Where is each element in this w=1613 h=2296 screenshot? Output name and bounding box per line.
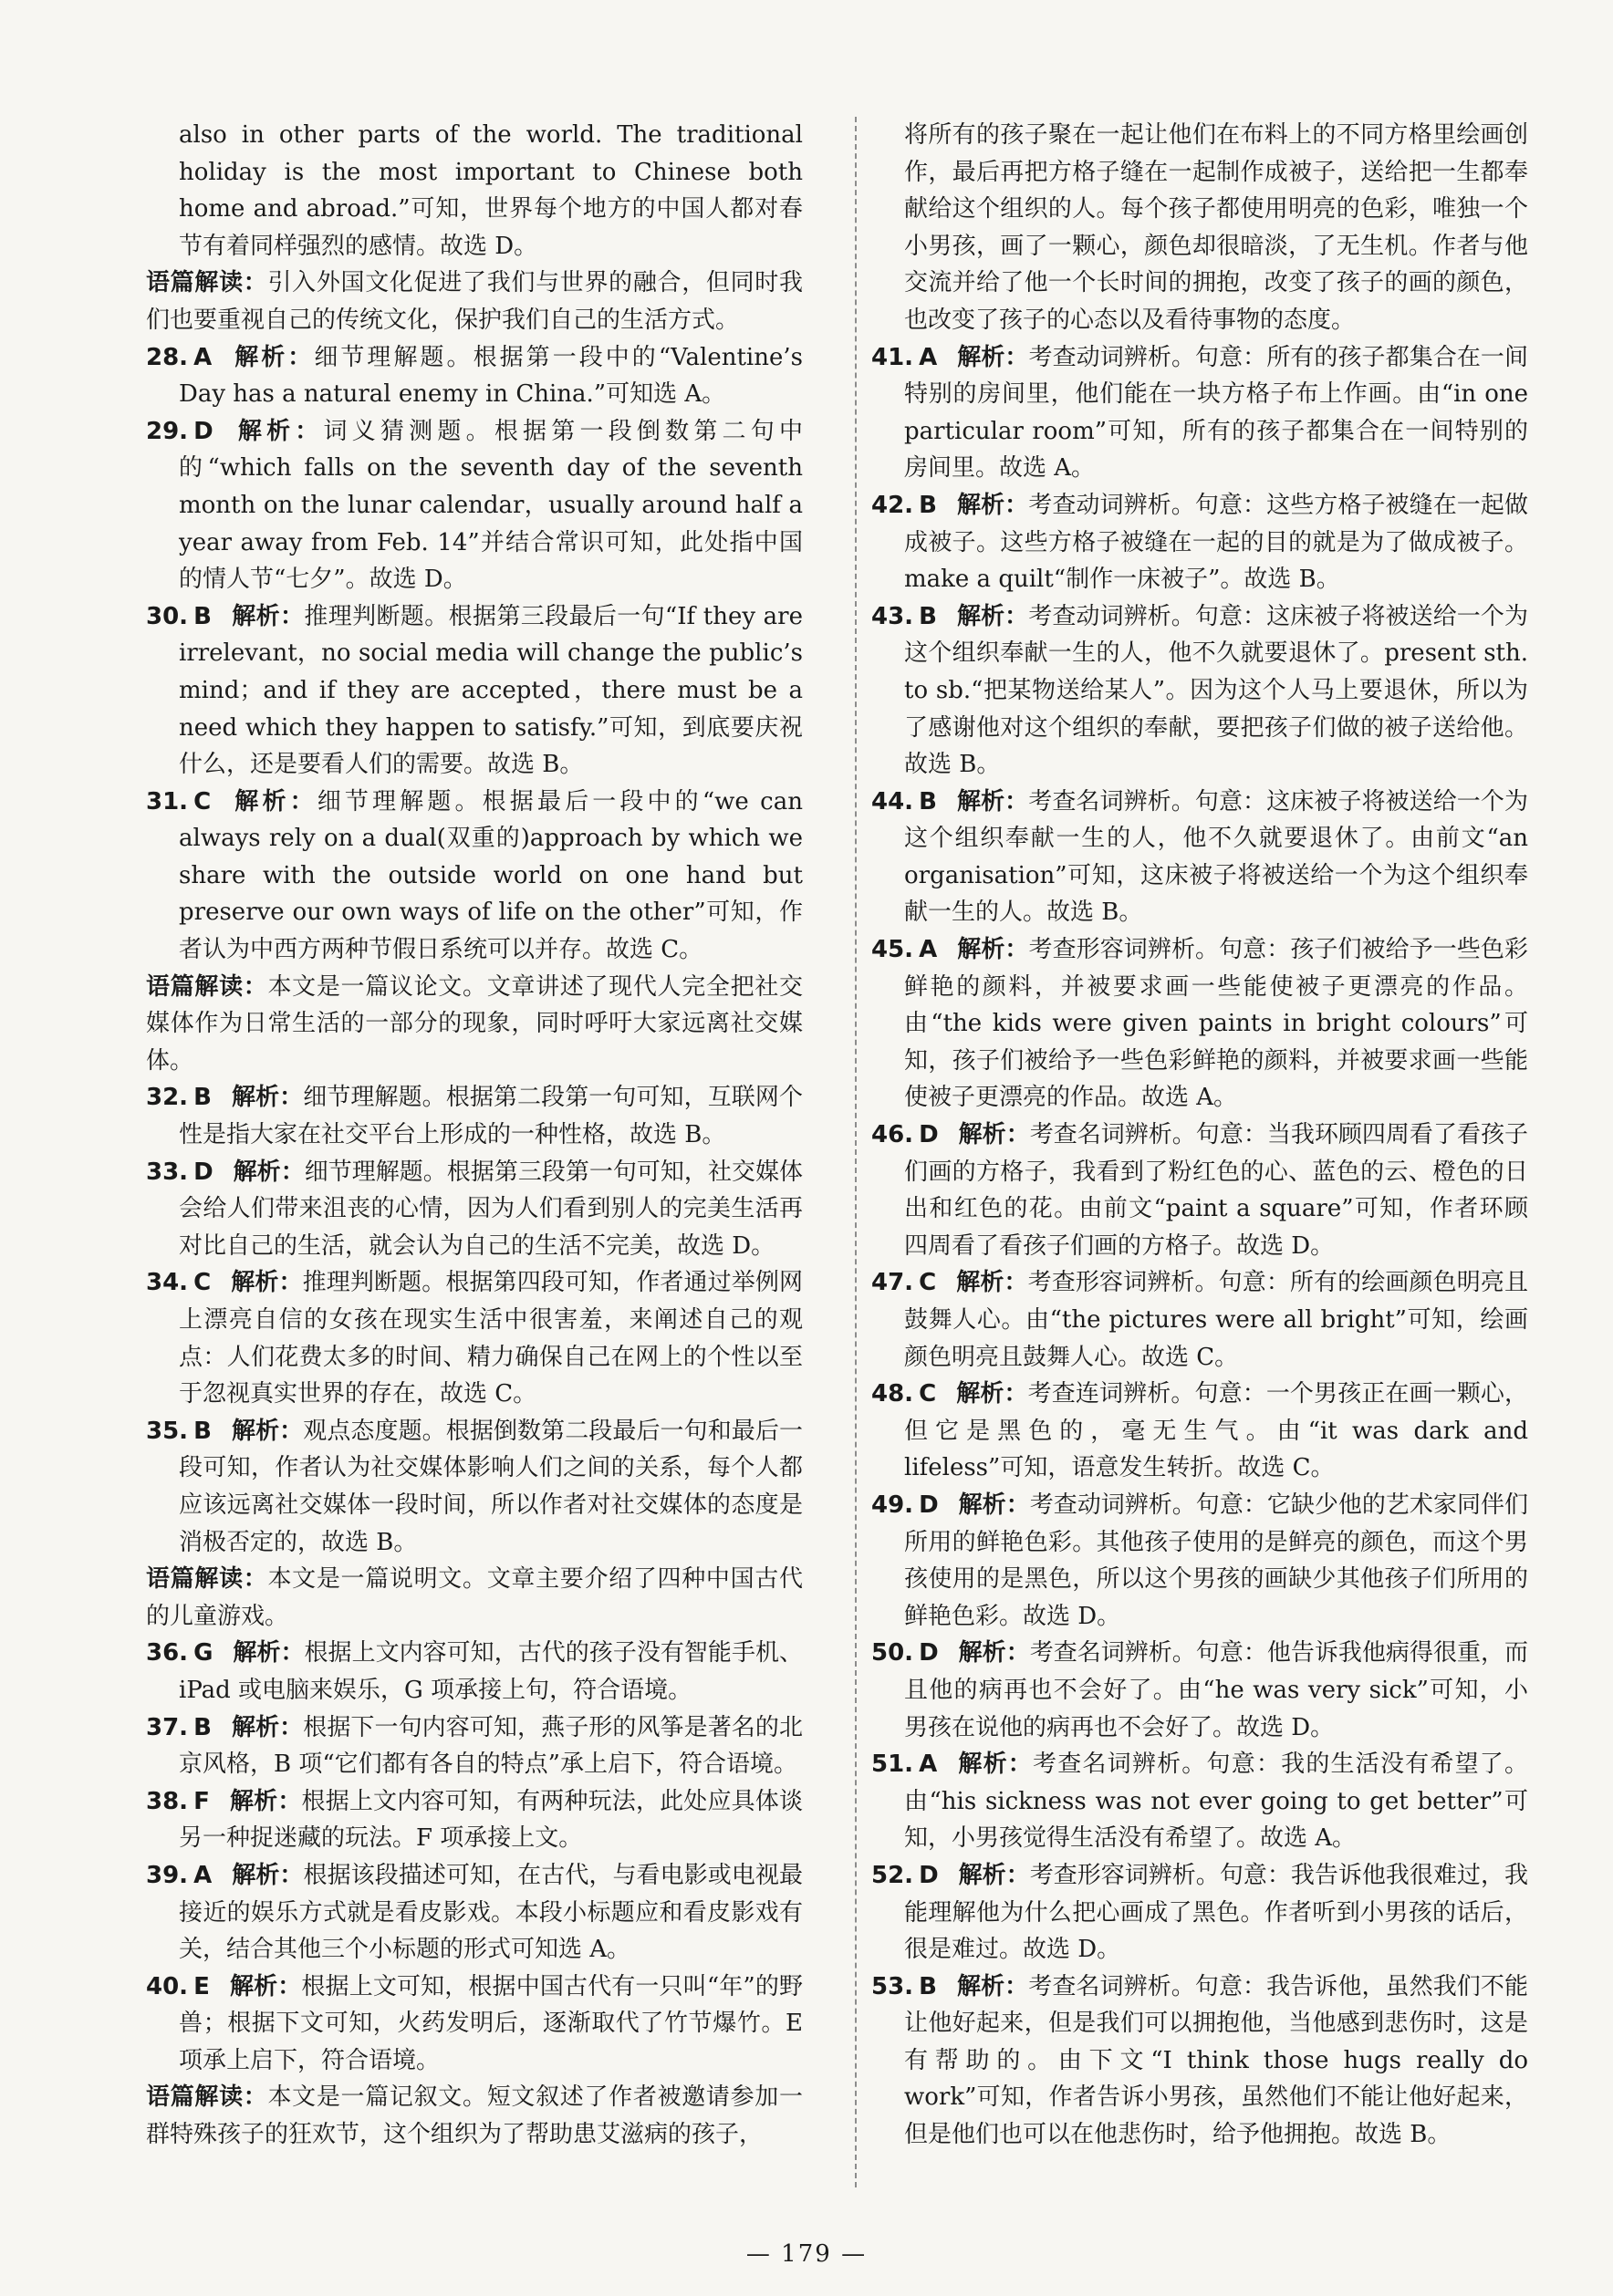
question-number: 29. <box>146 417 189 445</box>
answer-item <box>871 1857 1528 1969</box>
question-number: 35. <box>146 1417 189 1445</box>
answer-letter: F <box>193 1787 210 1815</box>
analysis-text: 细节理解题。根据最后一段中的“we can always rely on a dual(双重的)approach by which we share with the outside world on one hand but preserve our own ways of life on the other”可知，作者认为中西方两种节假日系统可以并存。故选 C。 <box>179 787 803 964</box>
answer-letter: C <box>919 1380 937 1408</box>
analysis-label: 解析： <box>956 1269 1028 1297</box>
question-number: 51. <box>871 1751 914 1779</box>
answer-item <box>871 1487 1528 1635</box>
analysis-label: 解析： <box>232 1861 304 1889</box>
answer-letter: E <box>193 1972 210 2000</box>
analysis-text: 观点态度题。根据倒数第二段最后一句和最后一段可知，作者认为社交媒体影响人们之间的关系，每个人都应该远离社交媒体一段时间，所以作者对社交媒体的态度是消极否定的，故选 B。 <box>179 1417 803 1556</box>
answer-letter: B <box>193 1084 212 1112</box>
question-number: 50. <box>871 1639 914 1667</box>
question-number: 31. <box>146 787 189 816</box>
summary-text: 本文是一篇记叙文。短文叙述了作者被邀请参加一群特殊孩子的狂欢节，这个组织为了帮助患艾滋病的孩子， <box>146 2083 803 2149</box>
analysis-label: 解析： <box>956 1972 1029 2000</box>
analysis-label: 解析： <box>957 936 1029 964</box>
question-number: 40. <box>146 1972 189 2000</box>
answer-letter: B <box>193 1417 212 1445</box>
answer-item <box>146 1709 803 1783</box>
continued-paragraph: also in other parts of the world. The traditional holiday is the most important to Chinese both home and abroad.”可知，世界每个地方的中国人都对春节有着同样强烈的感情。故选 D。 <box>179 121 803 260</box>
question-number: 39. <box>146 1861 189 1889</box>
question-number: 43. <box>871 602 914 630</box>
summary-text: 本文是一篇说明文。文章主要介绍了四种中国古代的儿童游戏。 <box>146 1565 803 1630</box>
analysis-text: 根据上文可知，根据中国古代有一只叫“年”的野兽；根据下文可知，火药发明后，逐渐取代了竹节爆竹。E 项承上启下，符合语境。 <box>179 1972 803 2074</box>
question-number: 49. <box>871 1491 914 1519</box>
analysis-label: 解析： <box>231 1417 304 1445</box>
question-number: 33. <box>146 1158 189 1186</box>
analysis-label: 解析： <box>233 417 324 445</box>
answer-letter: A <box>193 343 213 371</box>
analysis-text: 考查形容词辨析。句意：所有的绘画颜色明亮且鼓舞人心。由“the pictures were all bright”可知，绘画颜色明亮且鼓舞人心。故选 C。 <box>904 1269 1528 1371</box>
question-number: 53. <box>871 1972 914 2000</box>
analysis-label: 解析： <box>956 787 1029 816</box>
answer-item <box>146 1635 803 1709</box>
analysis-text: 根据上文内容可知，古代的孩子没有智能手机、iPad 或电脑来娱乐，G 项承接上句，符合语境。 <box>179 1639 803 1704</box>
analysis-label: 解析： <box>958 1121 1030 1149</box>
question-number: 34. <box>146 1269 189 1297</box>
question-number: 46. <box>871 1121 914 1149</box>
answer-letter: C <box>919 1269 937 1297</box>
analysis-label: 解析： <box>229 1972 302 2000</box>
analysis-label: 解析： <box>957 1751 1034 1779</box>
analysis-text: 考查名词辨析。句意：我告诉他，虽然我们不能让他好起来，但是我们可以拥抱他，当他感到悲伤时，这是有帮助的。由下文“I think those hugs really do work”可知，作者告诉小男孩，虽然他们不能让他好起来，但是他们也可以在他悲伤时，给予他拥抱。故选 B。 <box>904 1972 1528 2149</box>
summary-label: 语篇解读： <box>146 269 268 297</box>
passage-summary <box>146 265 803 338</box>
question-number: 48. <box>871 1380 914 1408</box>
question-number: 52. <box>871 1861 914 1889</box>
analysis-text: 考查动词辨析。句意：所有的孩子都集合在一间特别的房间里，他们能在一块方格子布上作画。由“in one particular room”可知，所有的孩子都集合在一间特别的房间里。故选 A。 <box>904 343 1528 483</box>
analysis-text: 考查形容词辨析。句意：孩子们被给予一些色彩鲜艳的颜料，并被要求画一些能使被子更漂亮的作品。由“the kids were given paints in bright colours”可知，孩子们被给予一些色彩鲜艳的颜料，并被要求画一些能使被子更漂亮的作品。故选 A。 <box>904 936 1528 1112</box>
answer-letter: B <box>193 602 212 630</box>
left-column <box>146 117 803 2154</box>
continued-paragraph: 将所有的孩子聚在一起让他们在布料上的不同方格里绘画创作，最后再把方格子缝在一起制作成被子，送给把一生都奉献给这个组织的人。每个孩子都使用明亮的色彩，唯独一个小男孩，画了一颗心，颜色却很暗淡，了无生机。作者与他交流并给了他一个长时间的拥抱，改变了孩子的画的颜色，也改变了孩子的心态以及看待事物的态度。 <box>904 121 1528 334</box>
answer-item <box>871 487 1528 598</box>
analysis-text: 考查形容词辨析。句意：我告诉他我很难过，我能理解他为什么把心画成了黑色。作者听到小男孩的话后，很是难过。故选 D。 <box>904 1861 1528 1964</box>
answer-letter: B <box>919 787 937 816</box>
answer-letter: D <box>919 1639 939 1667</box>
analysis-text: 细节理解题。根据第二段第一句可知，互联网个性是指大家在社交平台上形成的一种性格，故选 B。 <box>179 1084 803 1149</box>
summary-label: 语篇解读： <box>146 1565 268 1594</box>
answer-letter: B <box>919 491 937 519</box>
analysis-text: 考查名词辨析。句意：我的生活没有希望了。由“his sickness was not ever going to get better”可知，小男孩觉得生活没有希望了。故选 A。 <box>904 1751 1528 1853</box>
analysis-text: 推理判断题。根据第四段可知，作者通过举例网上漂亮自信的女孩在现实生活中很害羞，来阐述自己的观点：人们花费太多的时间、精力确保自己在网上的个性以至于忽视真实世界的存在，故选 C。 <box>179 1269 803 1408</box>
analysis-label: 解析： <box>956 1380 1028 1408</box>
right-column <box>871 117 1528 2154</box>
answer-item <box>871 1117 1528 1264</box>
answer-item <box>146 598 803 784</box>
answer-letter: B <box>919 1972 937 2000</box>
answer-letter: A <box>919 1751 938 1779</box>
answer-letter: D <box>193 417 213 445</box>
question-number: 30. <box>146 602 189 630</box>
answer-letter: A <box>919 936 938 964</box>
question-number: 41. <box>871 343 914 371</box>
answer-item <box>146 1969 803 2080</box>
analysis-label: 解析： <box>231 1269 303 1297</box>
analysis-text: 词义猜测题。根据第一段倒数第二句中的“which falls on the seventh day of the seventh month on the lunar calendar，usually around half a year away from Feb. 14”并结合常识可知，此处指中国的情人节“七夕”。故选 D。 <box>179 417 803 594</box>
analysis-label: 解析： <box>956 602 1029 630</box>
question-number: 32. <box>146 1084 189 1112</box>
question-number: 47. <box>871 1269 914 1297</box>
analysis-text: 推理判断题。根据第三段最后一句“If they are irrelevant，no social media will change the public’s mind；and if they are accepted，there must be a need which they happen to satisfy.”可知，到底要庆祝什么，还是要看人们的需要。故选 B。 <box>179 602 803 779</box>
passage-summary <box>146 2079 803 2153</box>
analysis-label: 解析： <box>231 1084 304 1112</box>
answer-item <box>871 1969 1528 2154</box>
passage-summary <box>146 1561 803 1635</box>
answer-letter: G <box>193 1639 213 1667</box>
question-number: 42. <box>871 491 914 519</box>
question-number: 28. <box>146 343 189 371</box>
summary-text: 引入外国文化促进了我们与世界的融合，但同时我们也要重视自己的传统文化，保护我们自己的生活方式。 <box>146 269 803 334</box>
analysis-label: 解析： <box>958 1861 1030 1889</box>
analysis-text: 考查连词辨析。句意：一个男孩正在画一颗心，但它是黑色的，毫无生气。由“it was dark and lifeless”可知，语意发生转折。故选 C。 <box>904 1380 1528 1482</box>
analysis-text: 根据该段描述可知，在古代，与看电影或电视最接近的娱乐方式就是看皮影戏。本段小标题应和看皮影戏有关，结合其他三个小标题的形式可知选 A。 <box>179 1861 803 1964</box>
answer-item <box>146 784 803 969</box>
analysis-text: 考查动词辨析。句意：这床被子将被送给一个为这个组织奉献一生的人，他不久就要退休了。present sth. to sb.“把某物送给某人”。因为这个人马上要退休，所以为了感谢他对这个组织的奉献，要把孩子们做的被子送给他。故选 B。 <box>904 602 1528 779</box>
analysis-label: 解析： <box>229 1787 302 1815</box>
analysis-text: 细节理解题。根据第一段中的“Valentine’s Day has a natural enemy in China.”可知选 A。 <box>179 343 803 409</box>
question-number: 45. <box>871 936 914 964</box>
analysis-text: 根据上文内容可知，有两种玩法，此处应具体谈另一种捉迷藏的玩法。F 项承接上文。 <box>179 1787 803 1853</box>
analysis-label: 解析： <box>231 602 305 630</box>
analysis-label: 解析： <box>232 343 315 371</box>
answer-item <box>146 1413 803 1561</box>
analysis-label: 解析： <box>231 787 317 816</box>
column-divider <box>855 117 857 2187</box>
analysis-label: 解析： <box>958 1491 1030 1519</box>
analysis-label: 解析： <box>231 1713 304 1741</box>
answer-item <box>146 1079 803 1153</box>
answer-item <box>871 931 1528 1117</box>
answer-item <box>871 1746 1528 1857</box>
answer-item <box>871 1376 1528 1487</box>
answer-item <box>871 598 1528 784</box>
analysis-label: 解析： <box>958 1639 1030 1667</box>
answer-letter: D <box>919 1121 939 1149</box>
summary-label: 语篇解读： <box>146 2083 268 2112</box>
answer-letter: D <box>919 1861 939 1889</box>
answer-letter: D <box>919 1491 939 1519</box>
answer-letter: B <box>193 1713 212 1741</box>
answer-item <box>146 1857 803 1969</box>
answer-item <box>146 1264 803 1412</box>
analysis-text: 考查名词辨析。句意：当我环顾四周看了看孩子们画的方格子，我看到了粉红色的心、蓝色的云、橙色的日出和红色的花。由前文“paint a square”可知，作者环顾四周看了看孩子们画的方格子。故选 D。 <box>904 1121 1528 1260</box>
summary-label: 语篇解读： <box>146 972 268 1001</box>
answer-item <box>871 339 1528 487</box>
answer-item <box>871 1635 1528 1746</box>
answer-letter: A <box>919 343 938 371</box>
answer-letter: C <box>193 787 212 816</box>
question-number: 44. <box>871 787 914 816</box>
analysis-text: 考查动词辨析。句意：这些方格子被缝在一起做成被子。这些方格子被缝在一起的目的就是为了做成被子。make a quilt“制作一床被子”。故选 B。 <box>904 491 1528 594</box>
answer-letter: B <box>919 602 937 630</box>
question-number: 37. <box>146 1713 189 1741</box>
analysis-text: 考查名词辨析。句意：他告诉我他病得很重，而且他的病再也不会好了。由“he was very sick”可知，小男孩在说他的病再也不会好了。故选 D。 <box>904 1639 1528 1741</box>
analysis-text: 细节理解题。根据第三段第一句可知，社交媒体会给人们带来沮丧的心情，因为人们看到别人的完美生活再对比自己的生活，就会认为自己的生活不完美，故选 D。 <box>179 1158 803 1260</box>
summary-text: 本文是一篇议论文。文章讲述了现代人完全把社交媒体作为日常生活的一部分的现象，同时呼吁大家远离社交媒体。 <box>146 972 803 1075</box>
analysis-label: 解析： <box>957 343 1029 371</box>
answer-item <box>146 339 803 413</box>
answer-item <box>146 1783 803 1857</box>
question-number: 36. <box>146 1639 189 1667</box>
answer-item <box>146 1154 803 1265</box>
question-number: 38. <box>146 1787 189 1815</box>
analysis-text: 考查名词辨析。句意：这床被子将被送给一个为这个组织奉献一生的人，他不久就要退休了。由前文“an organisation”可知，这床被子将被送给一个为这个组织奉献一生的人。故选 B。 <box>904 787 1528 927</box>
passage-summary <box>146 969 803 1080</box>
analysis-label: 解析： <box>233 1158 305 1186</box>
page-number: — 179 — <box>745 2240 868 2268</box>
answer-item <box>871 784 1528 931</box>
answer-letter: D <box>193 1158 213 1186</box>
answer-letter: A <box>193 1861 213 1889</box>
answer-item <box>146 413 803 598</box>
analysis-label: 解析： <box>233 1639 305 1667</box>
answer-letter: C <box>193 1269 212 1297</box>
analysis-text: 考查动词辨析。句意：它缺少他的艺术家同伴们所用的鲜艳色彩。其他孩子使用的是鲜亮的颜色，而这个男孩使用的是黑色，所以这个男孩的画缺少其他孩子们所用的鲜艳色彩。故选 D。 <box>904 1491 1528 1630</box>
analysis-label: 解析： <box>956 491 1029 519</box>
analysis-text: 根据下一句内容可知，燕子形的风筝是著名的北京风格，B 项“它们都有各自的特点”承上启下，符合语境。 <box>179 1713 803 1779</box>
answer-item <box>871 1264 1528 1376</box>
